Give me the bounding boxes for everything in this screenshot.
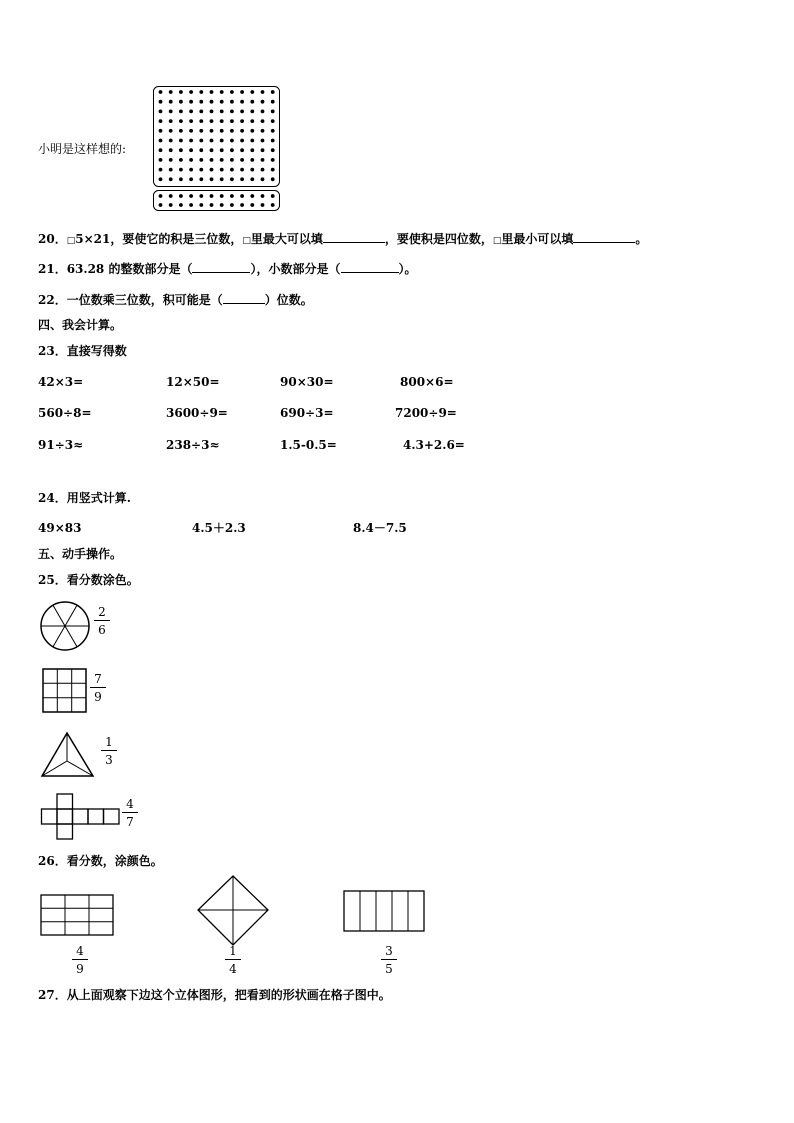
dot-array-figure [153, 86, 281, 212]
dot [261, 168, 265, 172]
dot [210, 194, 214, 198]
dot [159, 100, 163, 104]
triangle-three-parts-figure[interactable] [40, 731, 96, 779]
dot [261, 158, 265, 162]
dot [169, 129, 173, 133]
dot [220, 139, 224, 143]
q22-number: 22． [38, 293, 67, 307]
dot [240, 177, 244, 181]
q21-answer-blank-1[interactable] [192, 261, 250, 273]
dot [250, 110, 254, 114]
q26-title: 看分数，涂颜色。 [66, 854, 163, 868]
dot [169, 148, 173, 152]
q20-answer-blank-1[interactable] [323, 231, 385, 243]
dot [159, 168, 163, 172]
q20-number: 20． [38, 232, 67, 246]
dot [240, 139, 244, 143]
dot [159, 129, 163, 133]
fraction-denominator: 9 [76, 962, 84, 976]
fraction-denominator: 7 [126, 815, 134, 829]
q26-number: 26． [38, 854, 67, 868]
q25-fraction-2 [90, 672, 106, 704]
dot [169, 139, 173, 143]
dot [210, 168, 214, 172]
dot [169, 168, 173, 172]
dot [199, 90, 203, 94]
q25-number: 25． [38, 573, 67, 587]
q23-row2-item2: 3600÷9= [166, 406, 228, 420]
dot [240, 90, 244, 94]
dot [210, 90, 214, 94]
dot [199, 158, 203, 162]
q19-label: 小明是这样想的: [38, 142, 127, 156]
q21-answer-blank-2[interactable] [341, 261, 399, 273]
q26-fraction-2 [225, 944, 241, 976]
fraction-numerator: 7 [94, 672, 102, 686]
dot [189, 110, 193, 114]
dot [159, 177, 163, 181]
dot [271, 148, 275, 152]
q20-part3: ，要使积是四位数， [384, 232, 493, 246]
dot [189, 177, 193, 181]
dot [169, 119, 173, 123]
dot [159, 110, 163, 114]
fraction-denominator: 3 [105, 753, 113, 767]
q24-item2: 4.5＋2.3 [192, 521, 246, 535]
fraction-numerator: 3 [385, 944, 393, 958]
dot [250, 168, 254, 172]
dot [210, 119, 214, 123]
dot [271, 100, 275, 104]
dot [271, 129, 275, 133]
dot [189, 158, 193, 162]
dot [230, 90, 234, 94]
dot [261, 203, 265, 207]
dot [210, 148, 214, 152]
dot [189, 168, 193, 172]
q23-row3-item1: 91÷3≈ [38, 438, 84, 452]
q20-part4: 里最小可以填 [501, 232, 574, 246]
dot [179, 194, 183, 198]
dot [261, 177, 265, 181]
dot [250, 158, 254, 162]
dot-array-extra-frame [154, 191, 280, 211]
fraction-denominator: 5 [385, 962, 393, 976]
q21-end: ）。 [398, 262, 417, 276]
dot [250, 194, 254, 198]
dot [220, 100, 224, 104]
q24-heading [38, 491, 131, 505]
dot [169, 194, 173, 198]
dot [261, 139, 265, 143]
dot [240, 129, 244, 133]
dot [220, 177, 224, 181]
dot [230, 168, 234, 172]
dot [250, 177, 254, 181]
dot [179, 139, 183, 143]
dot [199, 110, 203, 114]
fraction-denominator: 9 [94, 690, 102, 704]
dot [220, 90, 224, 94]
dot [189, 129, 193, 133]
dot [159, 90, 163, 94]
dot [240, 194, 244, 198]
dot [261, 119, 265, 123]
fraction-numerator: 4 [126, 797, 134, 811]
q25-heading [38, 573, 139, 587]
dot [210, 177, 214, 181]
dot [250, 119, 254, 123]
q26-fraction-3 [381, 944, 397, 976]
dot [271, 139, 275, 143]
q22-part1: 一位数乘三位数，积可能是（ [66, 293, 223, 307]
dot [261, 194, 265, 198]
dot [261, 110, 265, 114]
dot [240, 158, 244, 162]
dot [169, 203, 173, 207]
dot [261, 148, 265, 152]
dot [230, 203, 234, 207]
q23-row3-item2: 238÷3≈ [166, 438, 220, 452]
dot [250, 129, 254, 133]
dot [261, 129, 265, 133]
q23-row2-item1: 560÷8= [38, 406, 92, 420]
dot [230, 129, 234, 133]
dot [230, 119, 234, 123]
grid-nine-parts-figure[interactable] [42, 668, 88, 714]
dot [179, 177, 183, 181]
dot [199, 148, 203, 152]
dot [179, 168, 183, 172]
dot [189, 148, 193, 152]
dot [189, 139, 193, 143]
rectangle-five-parts-figure[interactable] [343, 890, 427, 934]
dot [210, 158, 214, 162]
fraction-numerator: 2 [98, 605, 106, 619]
dot [169, 90, 173, 94]
dot [271, 119, 275, 123]
q23-row2-item3: 690÷3= [280, 406, 334, 420]
diamond-four-parts-figure[interactable] [196, 875, 270, 947]
cube-net-seven-parts-figure[interactable] [40, 793, 122, 841]
q21 [38, 261, 417, 276]
dot [250, 90, 254, 94]
dot [199, 119, 203, 123]
dot [240, 119, 244, 123]
dot [179, 148, 183, 152]
dot [220, 203, 224, 207]
dot [179, 90, 183, 94]
dot [199, 129, 203, 133]
section-5-heading: 五、动手操作。 [38, 547, 123, 561]
dot [230, 177, 234, 181]
q23-row1-item2: 12×50= [166, 375, 220, 389]
q20-end: 。 [635, 232, 648, 246]
dot [189, 119, 193, 123]
dot [189, 203, 193, 207]
dot [189, 194, 193, 198]
q24-item1: 49×83 [38, 521, 82, 535]
dot [210, 129, 214, 133]
q23-row3-item4: 4.3+2.6= [403, 438, 465, 452]
q20-part2: 里最大可以填 [250, 232, 323, 246]
dot [250, 139, 254, 143]
dot [199, 194, 203, 198]
q22-end: ）位数。 [264, 293, 313, 307]
dot [250, 100, 254, 104]
box-icon: □ [66, 236, 76, 246]
fraction-numerator: 4 [76, 944, 84, 958]
dot [271, 90, 275, 94]
q20-part1: 5×21，要使它的积是三位数， [75, 232, 243, 246]
dot [159, 194, 163, 198]
fraction-denominator: 4 [229, 962, 237, 976]
dot [199, 100, 203, 104]
dot [179, 129, 183, 133]
q22-answer-blank[interactable] [223, 292, 265, 304]
dot [220, 168, 224, 172]
dot [179, 203, 183, 207]
dot [271, 194, 275, 198]
dot [210, 100, 214, 104]
dot [210, 110, 214, 114]
dot [169, 177, 173, 181]
q26-heading [38, 854, 163, 868]
dot [271, 203, 275, 207]
dot [159, 148, 163, 152]
dot [230, 100, 234, 104]
dot [230, 148, 234, 152]
dot [199, 168, 203, 172]
q21-part2: ），小数部分是（ [250, 262, 341, 276]
dot [169, 100, 173, 104]
dot-array-extra-dots [159, 194, 275, 207]
circle-six-parts-figure[interactable] [40, 601, 92, 653]
dot [271, 168, 275, 172]
fraction-numerator: 1 [105, 735, 113, 749]
q23-title: 直接写得数 [66, 344, 127, 358]
dot [169, 158, 173, 162]
dot [271, 110, 275, 114]
q23-row3-item3: 1.5-0.5= [280, 438, 337, 452]
q22 [38, 292, 313, 307]
dot [220, 148, 224, 152]
dot [199, 177, 203, 181]
q24-item3: 8.4－7.5 [353, 521, 407, 535]
q20 [38, 231, 647, 248]
dot [220, 129, 224, 133]
q21-value: 63.28 [66, 262, 105, 276]
q25-fraction-1 [94, 605, 110, 637]
dot [240, 110, 244, 114]
q27-heading [38, 988, 391, 1002]
q25-fraction-3 [101, 735, 117, 767]
dot [210, 203, 214, 207]
dot [271, 158, 275, 162]
dot [261, 100, 265, 104]
fraction-denominator: 6 [98, 623, 106, 637]
dot [220, 194, 224, 198]
q23-row1-item1: 42×3= [38, 375, 84, 389]
dot [230, 158, 234, 162]
q24-title: 用竖式计算. [66, 491, 131, 505]
dot-array-main-dots [159, 90, 275, 181]
dot [261, 90, 265, 94]
q25-title: 看分数涂色。 [66, 573, 139, 587]
dot [199, 203, 203, 207]
fraction-numerator: 1 [229, 944, 237, 958]
dot [189, 90, 193, 94]
dot [240, 168, 244, 172]
dot [230, 139, 234, 143]
q20-answer-blank-2[interactable] [573, 231, 635, 243]
dot [159, 203, 163, 207]
q23-heading [38, 344, 127, 358]
q23-row2-item4: 7200÷9= [395, 406, 457, 420]
dot [210, 139, 214, 143]
dot [199, 139, 203, 143]
dot [189, 100, 193, 104]
q23-row1-item4: 800×6= [400, 375, 454, 389]
q26-fraction-1 [72, 944, 88, 976]
dot [159, 119, 163, 123]
dot [250, 148, 254, 152]
box-icon: □ [242, 236, 251, 246]
dot [159, 158, 163, 162]
dot [169, 110, 173, 114]
section-4-heading: 四、我会计算。 [38, 318, 123, 332]
dot [250, 203, 254, 207]
dot [230, 110, 234, 114]
q21-part1: 的整数部分是（ [108, 262, 193, 276]
q27-title: 从上面观察下边这个立体图形，把看到的形状画在格子图中。 [66, 988, 391, 1002]
dot [240, 203, 244, 207]
q24-number: 24． [38, 491, 67, 505]
dot [220, 158, 224, 162]
dot [179, 100, 183, 104]
q23-row1-item3: 90×30= [280, 375, 334, 389]
box-icon: □ [492, 236, 502, 246]
q21-number: 21． [38, 262, 67, 276]
dot [271, 177, 275, 181]
q27-number: 27． [38, 988, 67, 1002]
dot [179, 110, 183, 114]
dot [179, 158, 183, 162]
dot [220, 110, 224, 114]
dot [179, 119, 183, 123]
dot [240, 100, 244, 104]
dot [230, 194, 234, 198]
q25-fraction-4 [122, 797, 138, 829]
dot [159, 139, 163, 143]
dot [220, 119, 224, 123]
dot [240, 148, 244, 152]
q23-number: 23． [38, 344, 67, 358]
rectangle-nine-parts-figure[interactable] [40, 894, 116, 938]
